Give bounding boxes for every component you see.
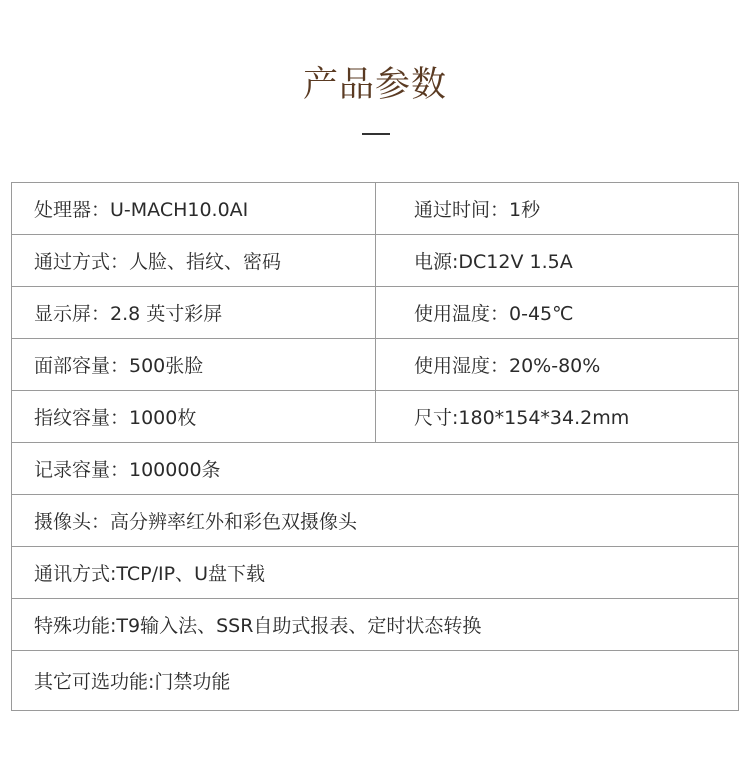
spec-table [11,182,739,711]
spec-camera: 摄像头：高分辨率红外和彩色双摄像头 [12,495,739,547]
spec-power: 电源:DC12V 1.5A [376,235,739,287]
table-row [12,183,739,235]
table-row [12,651,739,711]
spec-pass-time: 通过时间：1秒 [376,183,739,235]
table-row [12,599,739,651]
title-divider [362,133,390,135]
spec-special-functions: 特殊功能:T9输入法、SSR自助式报表、定时状态转换 [12,599,739,651]
spec-display: 显示屏：2.8 英寸彩屏 [12,287,376,339]
spec-processor: 处理器：U-MACH10.0AI [12,183,376,235]
spec-optional-functions: 其它可选功能:门禁功能 [12,651,739,711]
spec-record-capacity: 记录容量：100000条 [12,443,739,495]
spec-face-capacity: 面部容量：500张脸 [12,339,376,391]
spec-fingerprint-capacity: 指纹容量：1000枚 [12,391,376,443]
table-row [12,339,739,391]
table-row [12,443,739,495]
table-row [12,547,739,599]
spec-verification-method: 通过方式：人脸、指纹、密码 [12,235,376,287]
spec-dimensions: 尺寸:180*154*34.2mm [376,391,739,443]
table-row [12,495,739,547]
spec-operating-temperature: 使用温度：0-45℃ [376,287,739,339]
spec-communication: 通讯方式:TCP/IP、U盘下载 [12,547,739,599]
spec-operating-humidity: 使用湿度：20%-80% [376,339,739,391]
table-row [12,391,739,443]
table-row [12,287,739,339]
table-row [12,235,739,287]
page-title: 产品参数 [302,65,447,105]
